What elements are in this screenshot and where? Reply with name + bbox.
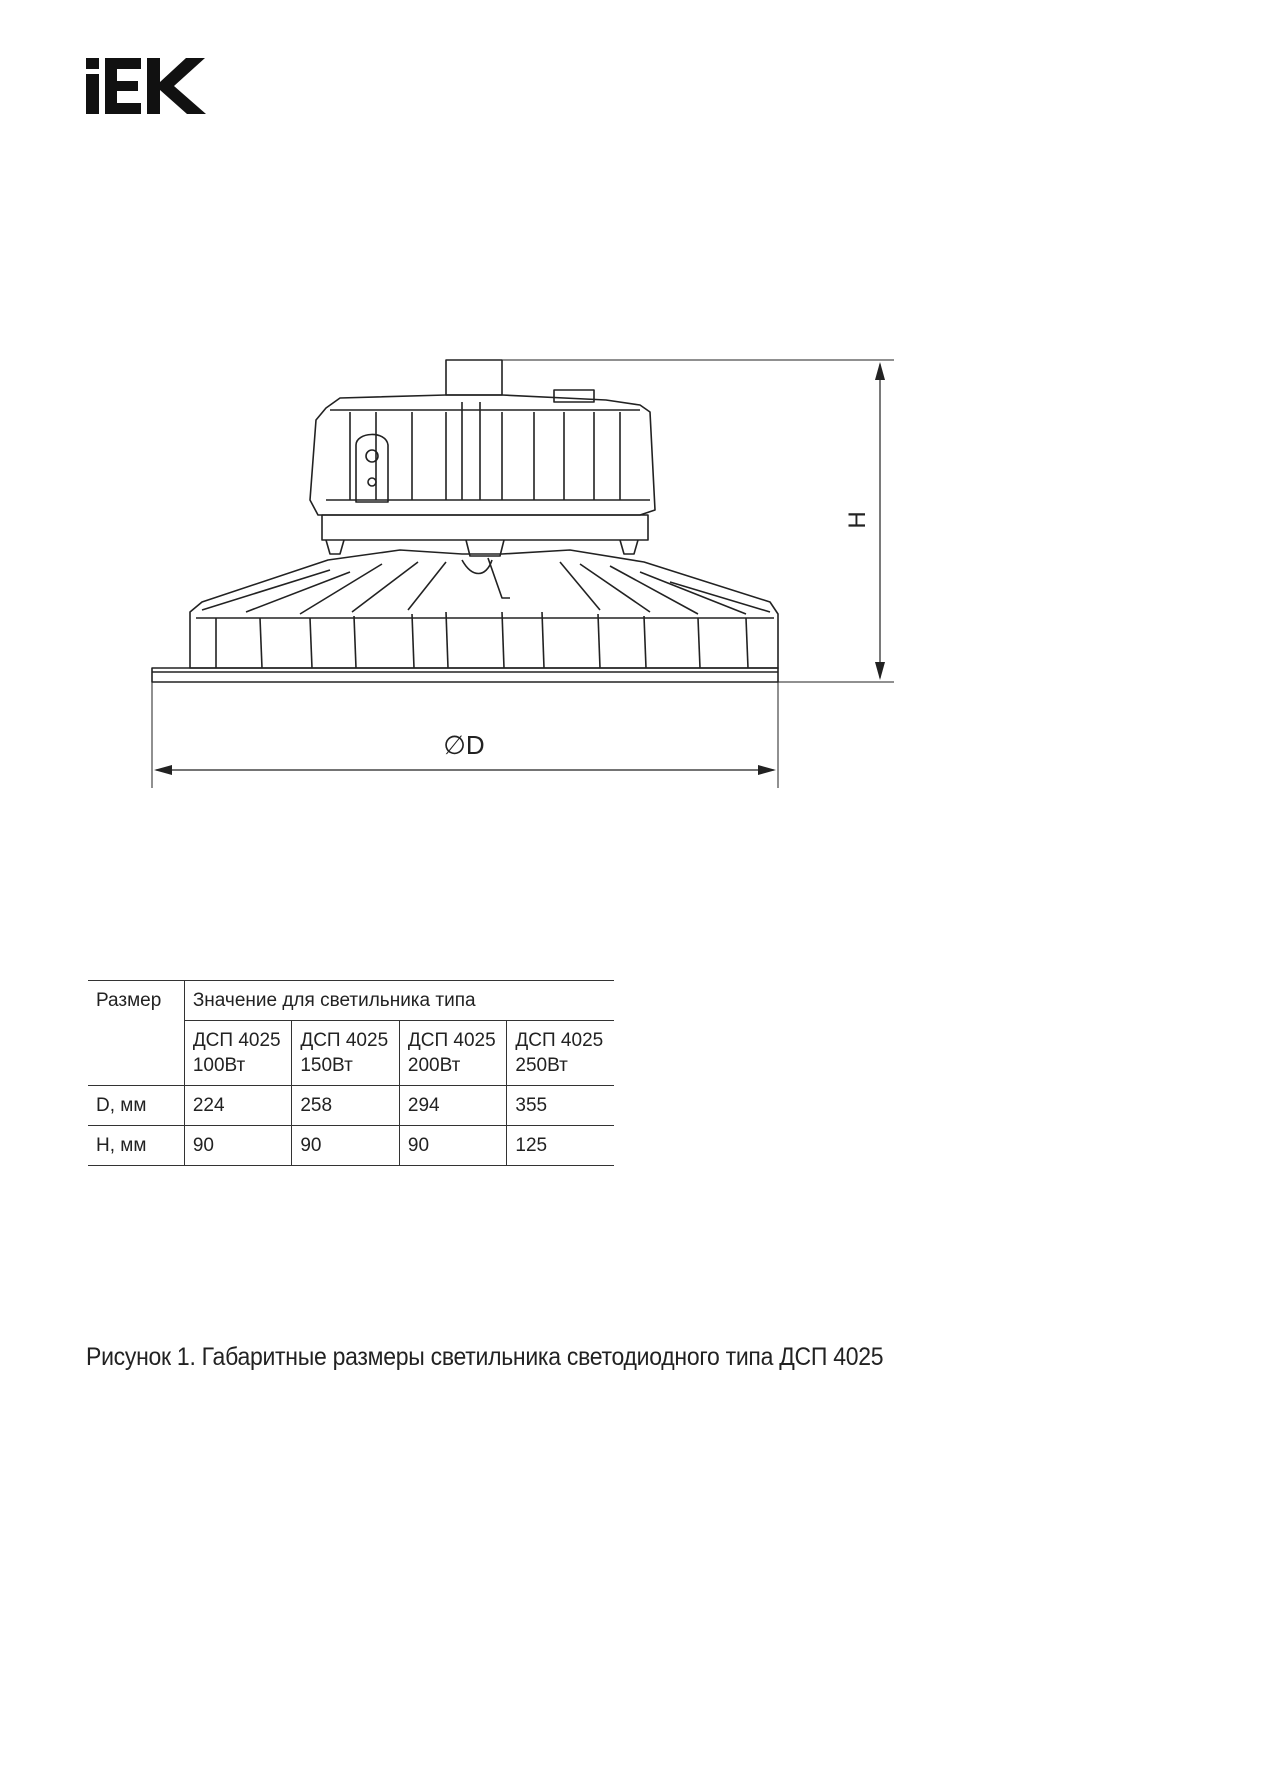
base-plate bbox=[152, 668, 778, 682]
table-cell: 355 bbox=[507, 1086, 614, 1126]
value-group-header: Значение для светильника типа bbox=[184, 981, 614, 1021]
iek-logo-mark bbox=[86, 58, 208, 114]
model-header: ДСП 4025 100Вт bbox=[184, 1021, 292, 1086]
figure-caption: Рисунок 1. Габаритные размеры светильника светодиодного типа ДСП 4025 bbox=[86, 1343, 884, 1371]
iek-logo bbox=[86, 58, 208, 114]
table-cell: 125 bbox=[507, 1126, 614, 1166]
size-column-header: Размер bbox=[88, 981, 184, 1086]
table-cell: 294 bbox=[399, 1086, 507, 1126]
row-label: H, мм bbox=[88, 1126, 184, 1166]
table-cell: 224 bbox=[184, 1086, 292, 1126]
table-cell: 90 bbox=[399, 1126, 507, 1166]
table-row bbox=[88, 1086, 614, 1126]
upper-housing bbox=[310, 395, 655, 515]
top-nub bbox=[446, 360, 502, 395]
table-cell: 90 bbox=[184, 1126, 292, 1166]
table-cell: 90 bbox=[292, 1126, 400, 1166]
model-header: ДСП 4025 150Вт bbox=[292, 1021, 400, 1086]
diameter-label: ∅D bbox=[443, 730, 485, 760]
table-cell: 258 bbox=[292, 1086, 400, 1126]
table-row bbox=[88, 1126, 614, 1166]
height-label: H bbox=[844, 511, 871, 529]
model-header: ДСП 4025 250Вт bbox=[507, 1021, 614, 1086]
mounting-bracket bbox=[356, 434, 388, 502]
luminaire-drawing-svg bbox=[150, 350, 910, 810]
dimension-table bbox=[88, 980, 614, 1166]
table-header-row bbox=[88, 981, 614, 1021]
model-header: ДСП 4025 200Вт bbox=[399, 1021, 507, 1086]
luminaire-dimension-drawing bbox=[150, 350, 910, 810]
row-label: D, мм bbox=[88, 1086, 184, 1126]
